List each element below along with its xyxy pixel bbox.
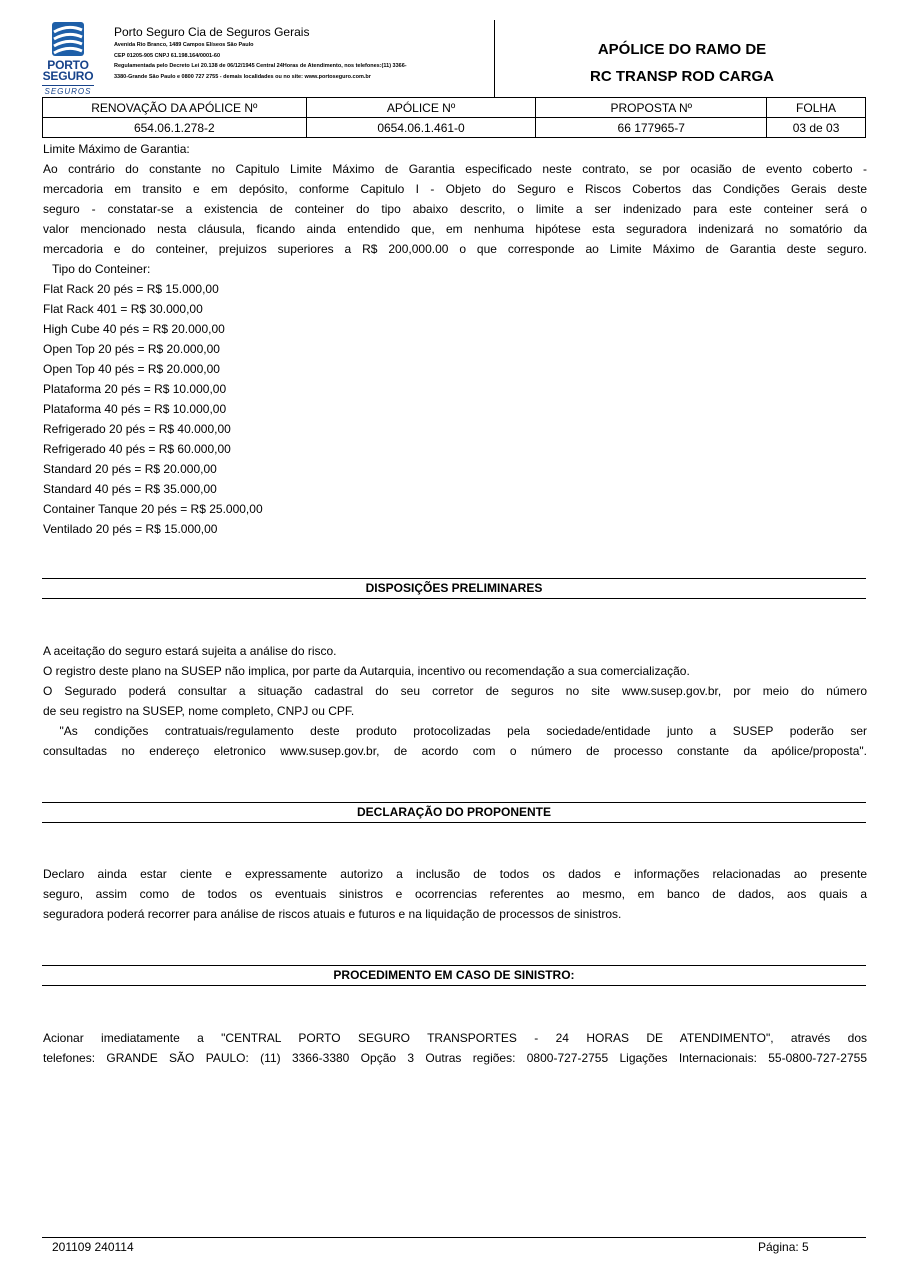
table-value-row xyxy=(43,118,866,138)
disposicoes-line: O Segurado poderá consultar a situação cadastral do seu corretor de seguros no site www.susep.gov.br, por meio do número xyxy=(43,684,867,698)
company-cep-cnpj: CEP 01205-905 CNPJ 61.198.164/0001-60 xyxy=(114,52,221,59)
folha-value: 03 de 03 xyxy=(767,118,866,138)
company-info xyxy=(114,25,496,82)
title-line-2: RC TRANSP ROD CARGA xyxy=(590,68,774,85)
declaracao-section-title: DECLARAÇÃO DO PROPONENTE xyxy=(42,802,866,823)
container-list-item: Flat Rack 20 pés = R$ 15.000,00 xyxy=(43,282,219,296)
footer-divider xyxy=(42,1237,866,1238)
procedimento-line: Acionar imediatamente a "CENTRAL PORTO SEGURO TRANSPORTES - 24 HORAS DE ATENDIMENTO", através dos xyxy=(43,1031,867,1045)
container-list-item: Ventilado 20 pés = R$ 15.000,00 xyxy=(43,522,218,536)
disposicoes-line: de seu registro na SUSEP, nome completo, CNPJ ou CPF. xyxy=(43,704,355,718)
container-list-item: Container Tanque 20 pés = R$ 25.000,00 xyxy=(43,502,263,516)
procedimento-line: telefones: GRANDE SÃO PAULO: (11) 3366-3380 Opção 3 Outras regiões: 0800-727-2755 Ligações Internacionais: 55-0800-727-2755 xyxy=(43,1051,867,1065)
container-list-item: High Cube 40 pés = R$ 20.000,00 xyxy=(43,322,225,336)
table-header-row xyxy=(43,98,866,118)
limite-paragraph-line: Ao contrário do constante no Capitulo Limite Máximo de Garantia especificado neste contrato, se por ocasião de evento coberto - xyxy=(43,162,867,176)
header-divider xyxy=(494,20,495,98)
title-line-1: APÓLICE DO RAMO DE xyxy=(597,41,767,58)
container-list-item: Plataforma 40 pés = R$ 10.000,00 xyxy=(43,402,227,416)
apolice-value: 0654.06.1.461-0 xyxy=(306,118,536,138)
renovacao-label: RENOVAÇÃO DA APÓLICE Nº xyxy=(43,98,307,118)
limite-paragraph-line: mercadoria em transito e em depósito, conforme Capitulo I - Objeto do Seguro e Riscos Cobertos das Condições Gerais deste xyxy=(43,182,867,196)
container-list-item: Plataforma 20 pés = R$ 10.000,00 xyxy=(43,382,227,396)
limite-section xyxy=(43,139,867,539)
disposicoes-section xyxy=(43,641,867,761)
declaracao-section xyxy=(43,864,867,924)
apolice-label: APÓLICE Nº xyxy=(306,98,536,118)
limite-paragraph-line: valor mencionado nesta cláusula, ficando ainda entendido que, em nenhuma hipótese esta seguradora indenizará no somatório da xyxy=(43,222,867,236)
disposicoes-line: A aceitação do seguro estará sujeita a análise do risco. xyxy=(43,644,337,658)
limite-paragraph-line: mercadoria e do conteiner, prejuizos superiores a R$ 200,000.00 o que corresponde ao Limite Máximo de Garantia deste seguro. xyxy=(43,242,867,256)
porto-seguro-logo xyxy=(42,22,94,98)
logo-wave-icon xyxy=(52,22,84,56)
company-regulation: Regulamentada pelo Decreto Lei 20.138 de 06/12/1945 Central 24Horas de Atendimento, nos telefones:(11) 3366- xyxy=(114,63,407,69)
declaracao-line: seguradora poderá recorrer para análise de riscos atuais e futuros e na liquidação de processos de sinistros. xyxy=(43,907,622,921)
disposicoes-line: O registro deste plano na SUSEP não implica, por parte da Autarquia, incentivo ou recomendação a sua comercialização. xyxy=(43,664,690,678)
container-list-item: Refrigerado 20 pés = R$ 40.000,00 xyxy=(43,422,231,436)
proposta-label: PROPOSTA Nº xyxy=(536,98,767,118)
folha-label: FOLHA xyxy=(767,98,866,118)
proposta-value: 66 177965-7 xyxy=(536,118,767,138)
company-address: Avenida Rio Branco, 1489 Campos Elíseos São Paulo xyxy=(114,42,254,48)
container-list-item: Standard 40 pés = R$ 35.000,00 xyxy=(43,482,217,496)
container-list-item: Refrigerado 40 pés = R$ 60.000,00 xyxy=(43,442,231,456)
page-number: Página: 5 xyxy=(758,1240,809,1254)
container-list-item: Flat Rack 401 = R$ 30.000,00 xyxy=(43,302,203,316)
policy-info-table xyxy=(42,97,866,138)
logo-word-seguros: SEGUROS xyxy=(42,85,94,96)
tipo-conteiner-heading: Tipo do Conteiner: xyxy=(52,262,151,276)
limite-paragraph-line: seguro - constatar-se a existencia de conteiner do tipo abaixo descrito, o limite a ser indenizado para este conteiner será o xyxy=(43,202,867,216)
footer-code: 201109 240114 xyxy=(52,1240,134,1254)
company-name: Porto Seguro Cia de Seguros Gerais xyxy=(114,25,310,39)
declaracao-line: Declaro ainda estar ciente e expressamente autorizo a inclusão de todos os dados e informações relacionadas ao presente xyxy=(43,867,867,881)
document-title xyxy=(512,36,852,90)
logo-word-seguro: SEGURO xyxy=(42,69,94,83)
renovacao-value: 654.06.1.278-2 xyxy=(43,118,307,138)
limite-heading: Limite Máximo de Garantia: xyxy=(43,142,190,156)
document-header xyxy=(42,20,866,98)
disposicoes-line: "As condições contratuais/regulamento deste produto protocolizadas pela sociedade/entidade junto a SUSEP poderão ser xyxy=(43,724,867,738)
procedimento-section-title: PROCEDIMENTO EM CASO DE SINISTRO: xyxy=(42,965,866,986)
disposicoes-section-title: DISPOSIÇÕES PRELIMINARES xyxy=(42,578,866,599)
container-list-item: Open Top 40 pés = R$ 20.000,00 xyxy=(43,362,220,376)
container-list-item: Standard 20 pés = R$ 20.000,00 xyxy=(43,462,217,476)
logo-word-porto: PORTO xyxy=(47,58,89,72)
procedimento-section xyxy=(43,1028,867,1068)
container-list-item: Open Top 20 pés = R$ 20.000,00 xyxy=(43,342,220,356)
declaracao-line: seguro, assim como de todos os eventuais sinistros e ocorrencias referentes ao mesmo, em banco de dados, aos quais a xyxy=(43,887,867,901)
disposicoes-line: consultadas no endereço eletronico www.susep.gov.br, de acordo com o número de processo constante da apólice/proposta". xyxy=(43,744,867,758)
company-contact: 3380-Grande São Paulo e 0800 727 2755 - demais localidades ou no site: www.portoseguro.com.br xyxy=(114,73,371,80)
